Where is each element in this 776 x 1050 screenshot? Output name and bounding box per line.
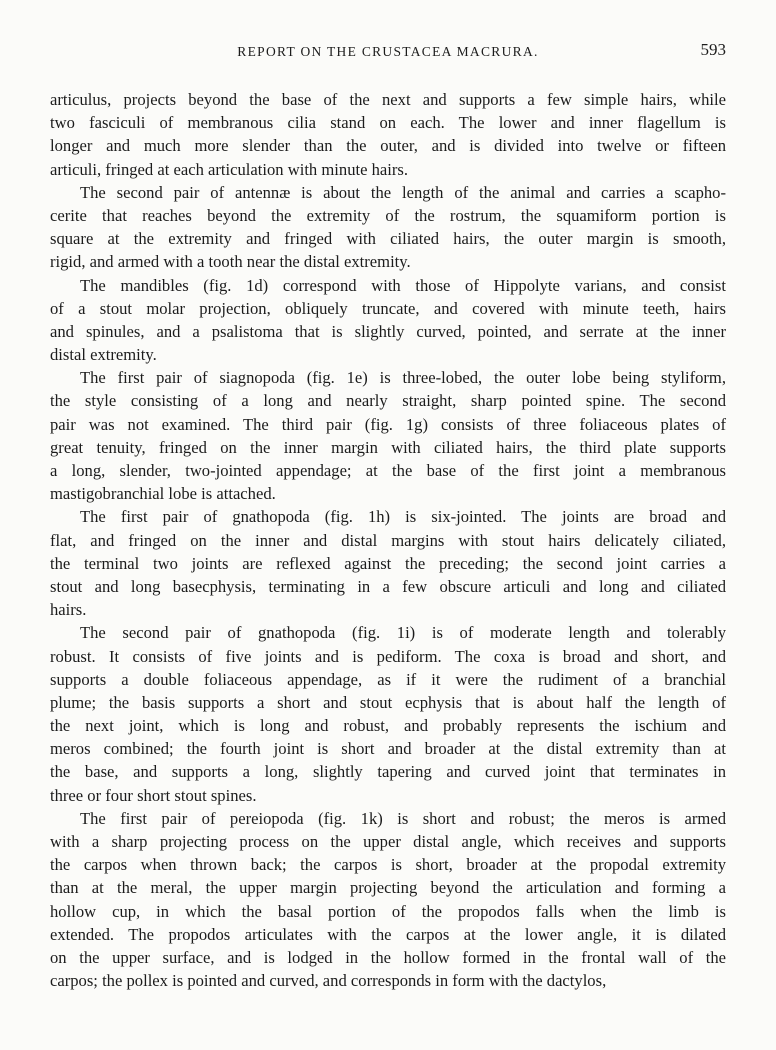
text-line: three or four short stout spines. <box>50 785 257 805</box>
text-line: mastigobranchial lobe is attached. <box>50 484 276 504</box>
text-line: a long, slender, two-jointed appendage; at the base of the first joint a membranous <box>50 461 726 480</box>
text-line: rigid, and armed with a tooth near the distal extremity. <box>50 252 411 272</box>
running-title: REPORT ON THE CRUSTACEA MACRURA. <box>237 44 539 59</box>
text-line: carpos; the pollex is pointed and curved, and corresponds in form with the dactylos, <box>50 971 607 991</box>
text-line: the base, and supports a long, slightly tapering and curved joint that terminates in <box>50 762 726 782</box>
text-line: The second pair of antennæ is about the length of the animal and carries a scapho- <box>80 182 726 202</box>
text-line: cerite that reaches beyond the extremity of the rostrum, the squamiform portion is <box>50 205 726 225</box>
text-line: The mandibles (fig. 1d) correspond with those of Hippolyte varians, and consist <box>80 275 726 295</box>
text-line: extended. The propodos articulates with the carpos at the lower angle, it is dilated <box>50 924 726 944</box>
paragraph <box>50 181 726 274</box>
paragraph <box>50 274 726 367</box>
text-line: The first pair of siagnopoda (fig. 1e) is three-lobed, the outer lobe being styliform, <box>80 368 726 388</box>
text-line: articuli, fringed at each articulation with minute hairs. <box>50 159 409 179</box>
text-line: hollow cup, in which the basal portion of the propodos falls when the limb is <box>50 901 726 921</box>
paragraph <box>50 621 726 807</box>
text-line: on the upper surface, and is lodged in the hollow formed in the frontal wall of the <box>50 947 726 967</box>
text-line: hairs. <box>50 600 87 620</box>
text-line: square at the extremity and fringed with ciliated hairs, the outer margin is smooth, <box>50 229 726 249</box>
text-line: the terminal two joints are reflexed against the preceding; the second joint carries a <box>50 553 726 573</box>
text-line: The first pair of gnathopoda (fig. 1h) is six-jointed. The joints are broad and <box>80 507 726 527</box>
text-line: distal extremity. <box>50 345 157 365</box>
text-line: robust. It consists of five joints and is pediform. The coxa is broad and short, and <box>50 646 726 666</box>
paragraph <box>50 366 726 505</box>
running-head <box>50 42 726 64</box>
text-line: plume; the basis supports a short and stout ecphysis that is about half the length of <box>50 692 726 712</box>
text-line: longer and much more slender than the outer, and is divided into twelve or fifteen <box>50 136 726 156</box>
text-line: stout and long basecphysis, terminating in a few obscure articuli and long and ciliated <box>50 576 726 596</box>
text-line: The second pair of gnathopoda (fig. 1i) is of moderate length and tolerably <box>80 623 726 643</box>
text-line: the next joint, which is long and robust, and probably represents the ischium and <box>50 716 726 736</box>
paragraph <box>50 505 726 621</box>
text-line: great tenuity, fringed on the inner margin with ciliated hairs, the third plate supports <box>50 437 726 457</box>
text-line: the style consisting of a long and nearly straight, sharp pointed spine. The second <box>50 391 726 411</box>
text-line: supports a double foliaceous appendage, as if it were the rudiment of a branchial <box>50 669 726 689</box>
page-number: 593 <box>700 40 726 59</box>
text-line: than at the meral, the upper margin projecting beyond the articulation and forming a <box>50 878 726 898</box>
text-line: and spinules, and a psalistoma that is slightly curved, pointed, and serrate at the inner <box>50 321 726 341</box>
text-line: articulus, projects beyond the base of the next and supports a few simple hairs, while <box>50 90 726 109</box>
text-line: pair was not examined. The third pair (fig. 1g) consists of three foliaceous plates of <box>50 414 726 434</box>
paragraph <box>50 807 726 993</box>
text-line: meros combined; the fourth joint is short and broader at the distal extremity than at <box>50 739 726 759</box>
paragraph <box>50 88 726 181</box>
text-line: of a stout molar projection, obliquely truncate, and covered with minute teeth, hairs <box>50 298 726 318</box>
text-line: The first pair of pereiopoda (fig. 1k) is short and robust; the meros is armed <box>80 808 726 828</box>
text-line: flat, and fringed on the inner and distal margins with stout hairs delicately ciliated, <box>50 530 726 550</box>
text-line: the carpos when thrown back; the carpos is short, broader at the propodal extremity <box>50 855 726 875</box>
text-line: two fasciculi of membranous cilia stand on each. The lower and inner flagellum is <box>50 113 726 133</box>
body-text <box>50 88 726 992</box>
text-line: with a sharp projecting process on the upper distal angle, which receives and supports <box>50 832 726 851</box>
